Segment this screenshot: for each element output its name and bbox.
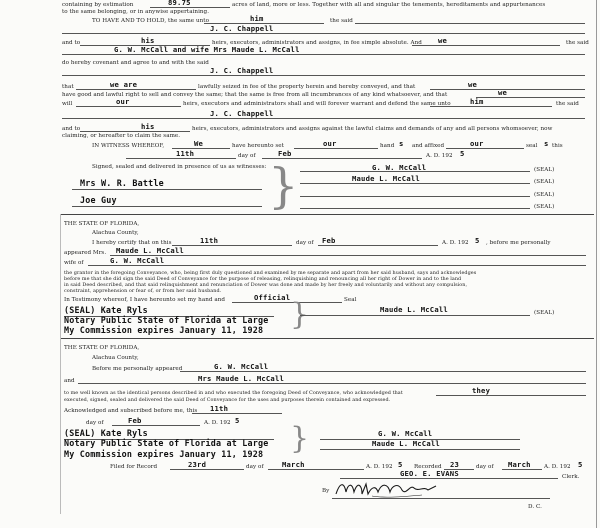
grantee-name-3: J. C. Chappell: [210, 109, 274, 118]
ack1-day: 11th: [200, 236, 219, 245]
filing-rec-month: March: [508, 460, 531, 469]
by-label: By: [322, 488, 330, 494]
grantors-names: G. W. McCall and wife Mrs Maude L. McCall: [114, 45, 300, 54]
ack2-signer2: Maude L. McCall: [372, 439, 440, 448]
witness-our: our: [323, 139, 337, 148]
ack1-body-1: the grantor in the foregoing Conveyance, who, being first duly questioned and examined by me separate and apart from her said husband, says and acknowledges: [64, 270, 477, 276]
ack1-body-2: before me that she did sign the said Deed of Conveyance for the purpose of releasing, relinquishing and renouncing all her right of Dower in and to the land: [64, 276, 462, 282]
signer1-name: G. W. McCall: [372, 163, 427, 172]
signer2-seal: (SEAL): [534, 179, 555, 185]
ack1-official: Official: [254, 293, 291, 302]
grantee-name: J. C. Chappell: [210, 24, 274, 33]
ack2-state: THE STATE OF FLORIDA,: [64, 345, 140, 351]
good-right-text: have good and lawful right to sell and convey the same; that the same is free from all incumbrances of any kind whatsoever, and that: [62, 92, 448, 98]
estimation-value: 89.75: [168, 0, 191, 7]
ack2-ack-sub: Acknowledged and subscribed before me, this: [64, 408, 198, 414]
covenant-text: do hereby covenant and agree to and with the said: [62, 60, 209, 66]
witness-lead: IN WITNESS WHEREOF,: [92, 143, 165, 149]
ack1-certify: I hereby certify that on this: [92, 240, 172, 246]
witness-month: Feb: [278, 149, 292, 158]
we-1: we: [438, 36, 448, 45]
we-3: we: [498, 88, 508, 97]
ack1-wife-of: wife of: [64, 260, 84, 266]
and-to-text-2: and to: [62, 126, 81, 132]
that-text: that: [62, 84, 74, 90]
clerk-label: Clerk.: [562, 474, 580, 480]
ack1-state: THE STATE OF FLORIDA,: [64, 221, 140, 227]
his-1: his: [141, 36, 155, 45]
estimation-text: containing by estimation: [62, 2, 134, 8]
we-are: we are: [110, 80, 138, 89]
witness-year-digit: 5: [460, 149, 465, 158]
ack2-they: they: [472, 386, 491, 395]
ack1-day-of: day of: [296, 240, 314, 246]
ack1-body-3: in said Deed described, and that said relinquishment and renunciation of Dower was done and made by her freely and voluntarily and without any compulsion,: [64, 282, 468, 288]
filing-recorded: Recorded: [414, 464, 442, 470]
filing-filed: Filed for Record: [110, 464, 158, 470]
this-text: this: [552, 143, 563, 149]
habendum-him: him: [250, 14, 264, 23]
ack1-county: Alachua County,: [92, 230, 139, 236]
deputy-signature: [332, 476, 442, 500]
signer4-seal: (SEAL): [534, 204, 555, 210]
witness-day-of: day of: [238, 153, 256, 159]
filing-ad: A. D. 192: [366, 464, 393, 470]
signed-text: Signed, sealed and delivered in presence of us as witnesses:: [92, 164, 267, 170]
ack1-body-4: constraint, apprehension or fear of, or from her said husband.: [64, 288, 222, 294]
filing-rec-year-digit: 5: [578, 460, 583, 469]
ack1-year-digit: 5: [475, 236, 480, 245]
signer2-name: Maude L. McCall: [352, 174, 420, 183]
witness-we: We: [194, 139, 204, 148]
ack1-notary-title: Notary Public State of Florida at Large: [64, 315, 269, 325]
hand-text: hand: [380, 143, 395, 149]
ack2-name2: Mrs Maude L. McCall: [198, 374, 285, 383]
ack1-before: , before me personally: [486, 240, 551, 246]
ack2-before: Before me personally appeared: [92, 366, 183, 372]
defend-text: heirs, executors, administrators and assigns against the lawful claims and demands of any and all persons whomsoever, now: [192, 126, 553, 132]
ack2-name1: G. W. McCall: [214, 362, 269, 371]
witness-ad: A. D. 192: [426, 153, 453, 159]
will-text: will: [62, 101, 73, 107]
ack2-month: Feb: [128, 416, 142, 425]
hand-s: s: [399, 139, 404, 148]
filing-rec-ad: A. D. 192: [544, 464, 571, 470]
signer1-seal: (SEAL): [534, 167, 555, 173]
filing-rec-day-of: day of: [476, 464, 494, 470]
heirs-text: heirs, executors, administrators and assigns, in fee simple absolute. And: [212, 40, 422, 46]
filing-year-digit: 5: [398, 460, 403, 469]
dc-label: D. C.: [528, 504, 542, 510]
claiming-text: claiming, or hereafter to claim the same.: [62, 133, 181, 139]
witness2-name: Joe Guy: [80, 195, 117, 205]
ack2-signer1: G. W. McCall: [378, 429, 433, 438]
witness-brace: }: [268, 158, 299, 214]
ack1-brace: }: [290, 297, 310, 332]
the-said-1: the said: [566, 40, 589, 46]
grantee-name-2: J. C. Chappell: [210, 66, 274, 75]
ack2-year-digit: 5: [235, 416, 240, 425]
clerk-name: GEO. E. EVANS: [400, 469, 459, 478]
ack1-notary-seal: (SEAL) Kate Ryls: [64, 305, 148, 315]
the-said-2: the said: [556, 101, 579, 107]
filing-day-of: day of: [246, 464, 264, 470]
ack1-seal-label: (SEAL): [534, 310, 555, 316]
habendum-text: TO HAVE AND TO HOLD, the same unto: [92, 18, 210, 24]
we-2: we: [468, 80, 478, 89]
ack1-husband: G. W. McCall: [110, 256, 165, 265]
ack2-notary-title: Notary Public State of Florida at Large: [64, 438, 269, 448]
filing-month: March: [282, 460, 305, 469]
his-2: his: [141, 122, 155, 131]
filing-day: 23rd: [188, 460, 207, 469]
filing-rec-day: 23: [450, 460, 460, 469]
ack1-appeared-name: Maude L. McCall: [116, 246, 184, 255]
ack1-commission: My Commission expires January 11, 1928: [64, 325, 264, 335]
him-2: him: [470, 97, 484, 106]
witness-our-2: our: [470, 139, 484, 148]
ack1-signer: Maude L. McCall: [380, 305, 448, 314]
seal-s: s: [544, 139, 549, 148]
warrant-text: heirs, executors and administrators shall and will forever warrant and defend the same unto: [183, 101, 451, 107]
ack2-county: Alachua County,: [92, 355, 139, 361]
affixed-text: and affixed: [412, 143, 445, 149]
our-1: our: [116, 97, 130, 106]
habendum-said: the said: [330, 18, 353, 24]
ack2-ad: A. D. 192: [204, 420, 231, 426]
ack2-notary-seal: (SEAL) Kate Ryls: [64, 428, 148, 438]
witness1-name: Mrs W. R. Battle: [80, 178, 164, 188]
ack2-known: to me well known as the identical persons described in and who executed the foregoing Deed of Conveyance, who acknowledged that: [64, 390, 403, 396]
ack1-month: Feb: [322, 236, 336, 245]
ack2-and: and: [64, 378, 75, 384]
ack1-seal-word: Seal: [344, 297, 357, 303]
acres-text: acres of land, more or less. Together with all and singular the tenements, hereditaments and appurtenances: [232, 2, 546, 8]
ack2-day-of: day of: [86, 420, 104, 426]
witness-day: 11th: [176, 149, 195, 158]
ack2-brace: }: [290, 421, 310, 456]
ack2-day: 11th: [210, 404, 229, 413]
seal-text: seal: [526, 143, 538, 149]
signer3-seal: (SEAL): [534, 192, 555, 198]
belonging-text: to the same belonging, or in anywise appertaining.: [62, 9, 210, 15]
ack2-commission: My Commission expires January 11, 1928: [64, 449, 264, 459]
ack2-executed: executed, signed, sealed and delivered the said Deed of Conveyance for the uses and purposes therein contained and expressed.: [64, 397, 391, 403]
ack1-testimony: In Testimony whereof, I have hereunto set my hand and: [64, 297, 225, 303]
seized-text: lawfully seized in fee of the property herein and hereby conveyed, and that: [198, 84, 416, 90]
have-set-text: have hereunto set: [232, 143, 284, 149]
ack1-ad: A. D. 192: [442, 240, 469, 246]
and-to-text: and to: [62, 40, 81, 46]
ack1-appeared: appeared Mrs.: [64, 250, 107, 256]
